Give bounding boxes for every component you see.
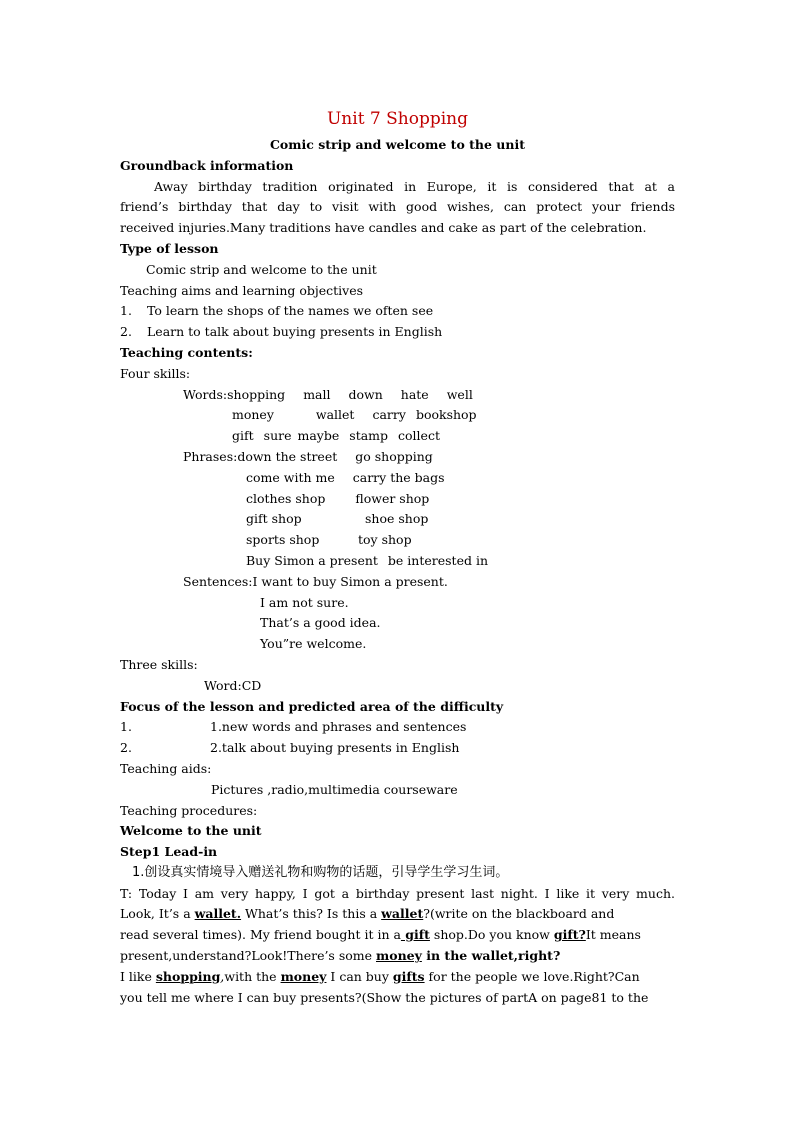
focus-item <box>120 717 675 738</box>
phrase: be interested in <box>387 552 488 568</box>
word: carry <box>372 407 406 423</box>
groundback-line-2: friend’s birthday that day to visit with good wishes, can protect your friends <box>120 199 675 215</box>
word: mall <box>303 386 331 402</box>
text-run: present,understand?Look!There’s some <box>120 948 376 964</box>
phrase: go shopping <box>355 448 433 464</box>
sentences-label: Sentences: <box>183 573 253 589</box>
sentence: You”re welcome. <box>260 636 367 652</box>
text-run: shop.Do you know <box>429 927 554 943</box>
chinese-instruction: 1.创设真实情境导入赠送礼物和购物的话题，引导学生学习生词。 <box>132 864 509 880</box>
text-run: What’s this? Is this a <box>241 906 382 922</box>
phrase: gift shop <box>246 511 302 527</box>
aids-heading: Teaching aids: <box>120 760 212 776</box>
words-row-3 <box>120 426 675 447</box>
aim-num: 2. <box>120 324 132 340</box>
text-run: ,with the <box>220 968 281 984</box>
procedures-heading: Teaching procedures: <box>120 802 258 818</box>
vocab-word: wallet <box>381 906 424 922</box>
text-run: ?(write on the blackboard and <box>423 906 615 922</box>
vocab-word: money <box>280 968 327 984</box>
step1-heading: Step1 Lead-in <box>120 844 218 860</box>
phrases-row-6 <box>120 551 675 572</box>
phrase: shoe shop <box>365 511 429 527</box>
para2-line-2: you tell me where I can buy presents?(Show the pictures of partA on page81 to the <box>120 989 649 1005</box>
phrases-row-2 <box>120 468 675 489</box>
word: shopping <box>227 386 286 402</box>
text-run: for the people we love.Right?Can <box>424 968 640 984</box>
phrases-row-1 <box>120 447 675 468</box>
phrases-row-5 <box>120 530 675 551</box>
phrase: flower shop <box>355 490 430 506</box>
groundback-heading: Groundback information <box>120 157 294 173</box>
words-label: Words: <box>183 386 228 402</box>
words-row-1 <box>120 385 675 406</box>
vocab-word: money <box>376 948 422 964</box>
vocab-word: shopping <box>155 968 221 984</box>
focus-num: 1. <box>120 719 132 735</box>
text-run: in the wallet,right? <box>421 948 561 964</box>
four-skills-label: Four skills: <box>120 365 191 381</box>
focus-text: 2.talk about buying presents in English <box>210 740 460 756</box>
word: gift <box>232 428 254 444</box>
phrase: carry the bags <box>352 469 445 485</box>
sentences-row-1 <box>120 572 675 593</box>
vocab-word: gift <box>400 927 430 943</box>
word: wallet <box>315 407 355 423</box>
word: stamp <box>349 428 389 444</box>
text-run: It means <box>585 927 641 943</box>
three-skills-label: Three skills: <box>120 656 198 672</box>
word-cd: Word:CD <box>204 677 262 693</box>
aim-item <box>120 322 675 343</box>
vocab-word: wallet. <box>194 906 242 922</box>
aim-item <box>120 301 675 322</box>
phrases-row-4 <box>120 509 675 530</box>
word: sure <box>263 428 292 444</box>
focus-item <box>120 738 675 759</box>
text-run: I like <box>120 968 156 984</box>
aim-text: Learn to talk about buying presents in English <box>147 324 443 340</box>
sentence: I want to buy Simon a present. <box>252 573 448 589</box>
phrases-row-3 <box>120 489 675 510</box>
aim-text: To learn the shops of the names we often see <box>147 303 434 319</box>
word: maybe <box>297 428 340 444</box>
para1-line-1: T: Today I am very happy, I got a birthday present last night. I like it very much. <box>120 885 675 901</box>
document-title: Unit 7 Shopping <box>326 109 469 129</box>
aids-value: Pictures ,radio,multimedia courseware <box>211 781 458 797</box>
sentence: I am not sure. <box>260 594 349 610</box>
focus-heading: Focus of the lesson and predicted area of the difficulty <box>120 698 504 714</box>
text-run: read several times). My friend bought it in a <box>120 927 401 943</box>
groundback-line-3: received injuries.Many traditions have candles and cake as part of the celebration. <box>120 220 647 236</box>
groundback-line-1: Away birthday tradition originated in Europe, it is considered that at a <box>154 178 675 194</box>
text-run: Look, It’s a <box>120 906 195 922</box>
lesson-subtitle: Comic strip and welcome to the unit <box>269 137 525 152</box>
para1-line-2 <box>120 904 675 925</box>
document-page <box>120 105 675 1008</box>
phrase: clothes shop <box>246 490 326 506</box>
word: well <box>446 386 473 402</box>
phrase: down the street <box>237 448 338 464</box>
type-value: Comic strip and welcome to the unit <box>146 261 377 277</box>
phrase: sports shop <box>246 532 320 548</box>
para2-line-1 <box>120 967 675 988</box>
word: hate <box>400 386 429 402</box>
type-heading: Type of lesson <box>120 240 219 256</box>
words-row-2 <box>120 405 675 426</box>
aims-heading: Teaching aims and learning objectives <box>120 282 364 298</box>
vocab-word: gift? <box>553 927 586 943</box>
phrase: Buy Simon a present <box>246 552 378 568</box>
phrase: come with me <box>246 469 335 485</box>
para1-line-3 <box>120 925 675 946</box>
phrase: toy shop <box>358 532 412 548</box>
welcome-heading: Welcome to the unit <box>120 823 262 839</box>
vocab-word: gifts <box>392 968 425 984</box>
contents-heading: Teaching contents: <box>120 344 253 360</box>
word: bookshop <box>415 407 477 423</box>
focus-num: 2. <box>120 740 132 756</box>
word: collect <box>398 428 440 444</box>
focus-text: 1.new words and phrases and sentences <box>210 719 467 735</box>
phrases-label: Phrases: <box>183 448 238 464</box>
word: down <box>348 386 383 402</box>
aim-num: 1. <box>120 303 132 319</box>
para1-line-4 <box>120 946 675 967</box>
text-run: I can buy <box>326 968 393 984</box>
sentence: That’s a good idea. <box>260 615 381 631</box>
word: money <box>232 407 274 423</box>
